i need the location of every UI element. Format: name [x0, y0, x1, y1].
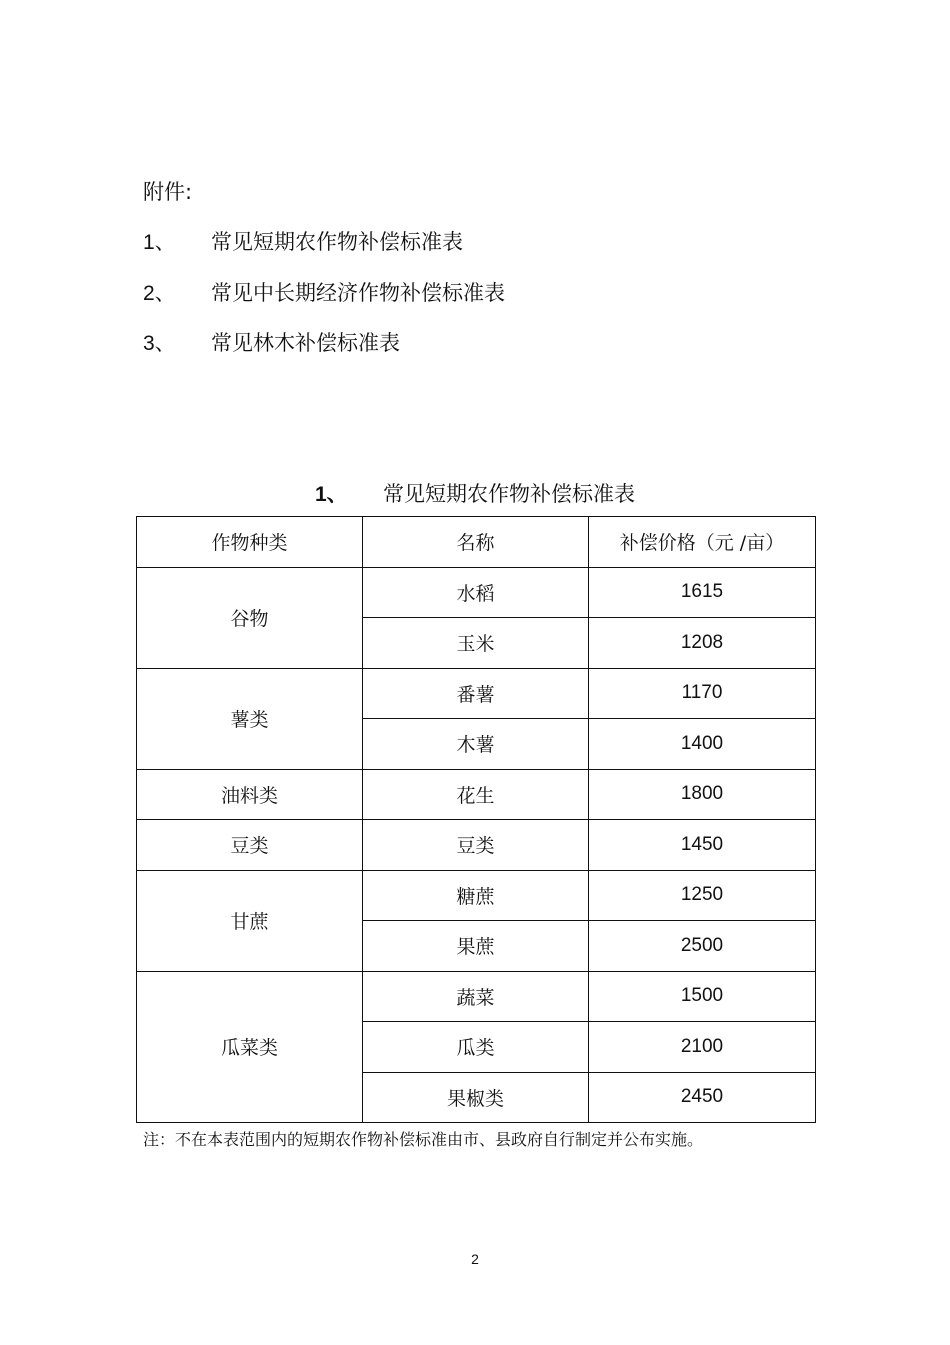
name-cell: 玉米	[363, 618, 589, 669]
page-number: 2	[471, 1251, 479, 1267]
table-row	[137, 971, 816, 1022]
name-cell: 果蔗	[363, 921, 589, 972]
header-category: 作物种类	[137, 517, 363, 568]
header-price: 补偿价格（元 /亩）	[589, 517, 816, 568]
table-title-text: 常见短期农作物补偿标准表	[383, 482, 635, 506]
item-label: 常见林木补偿标准表	[211, 331, 400, 355]
name-cell: 木薯	[363, 719, 589, 770]
table-note: 注：不在本表范围内的短期农作物补偿标准由市、县政府自行制定并公布实施。	[143, 1130, 704, 1149]
price-cell: 1500	[589, 971, 816, 1022]
name-cell: 果椒类	[363, 1072, 589, 1123]
category-cell: 谷物	[137, 567, 363, 668]
table-row	[137, 567, 816, 618]
table-row	[137, 870, 816, 921]
compensation-table	[136, 516, 816, 1123]
item-label: 常见短期农作物补偿标准表	[211, 230, 463, 254]
item-number: 2、	[143, 281, 176, 305]
list-item	[143, 277, 505, 328]
table-header-row	[137, 517, 816, 568]
header-name: 名称	[363, 517, 589, 568]
table-title-number: 1、	[315, 483, 348, 506]
name-cell: 豆类	[363, 820, 589, 871]
name-cell: 糖蔗	[363, 870, 589, 921]
item-label: 常见中长期经济作物补偿标准表	[211, 280, 505, 305]
price-cell: 2450	[589, 1072, 816, 1123]
price-cell: 1250	[589, 870, 816, 921]
name-cell: 水稻	[363, 567, 589, 618]
name-cell: 蔬菜	[363, 971, 589, 1022]
price-cell: 1208	[589, 618, 816, 669]
item-number: 1、	[143, 231, 176, 254]
list-item	[143, 327, 505, 378]
name-cell: 番薯	[363, 668, 589, 719]
price-cell: 1800	[589, 769, 816, 820]
price-cell: 2500	[589, 921, 816, 972]
price-cell: 2100	[589, 1022, 816, 1073]
category-cell: 豆类	[137, 820, 363, 871]
category-cell: 油料类	[137, 769, 363, 820]
table-title	[0, 478, 950, 508]
attachments-list	[143, 226, 505, 378]
table-row	[137, 820, 816, 871]
category-cell: 薯类	[137, 668, 363, 769]
category-cell: 甘蔗	[137, 870, 363, 971]
table-row	[137, 769, 816, 820]
price-cell: 1170	[589, 668, 816, 719]
item-number: 3、	[143, 332, 176, 355]
table-row	[137, 668, 816, 719]
name-cell: 花生	[363, 769, 589, 820]
attachments-heading: 附件:	[143, 180, 193, 204]
category-cell: 瓜菜类	[137, 971, 363, 1123]
list-item	[143, 226, 505, 277]
price-cell: 1615	[589, 567, 816, 618]
price-cell: 1400	[589, 719, 816, 770]
price-cell: 1450	[589, 820, 816, 871]
name-cell: 瓜类	[363, 1022, 589, 1073]
